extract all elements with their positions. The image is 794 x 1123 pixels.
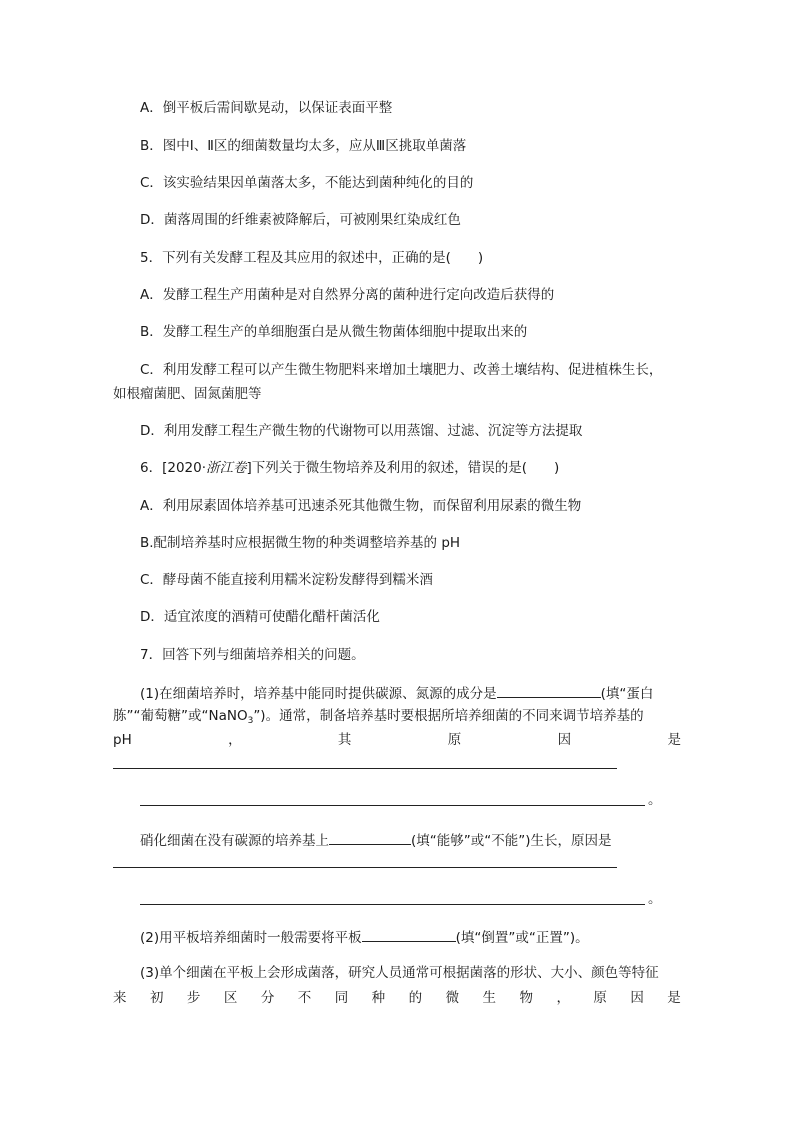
answer-line-4[interactable] <box>140 904 645 905</box>
period: 。 <box>648 792 662 808</box>
q6-stem <box>140 458 559 478</box>
q5-option-d: D．利用发酵工程生产微生物的代谢物可以用蒸馏、过滤、沉淀等方法提取 <box>140 423 583 439</box>
q7-nitrifying-options: (填“能够”或“不能”)生长，原因是 <box>411 833 612 849</box>
answer-line-1[interactable] <box>113 768 617 769</box>
q7-part3-justified-line <box>113 988 681 1008</box>
word: 同 <box>334 990 349 1006</box>
q5-option-a: A．发酵工程生产用菌种是对自然界分离的菌种进行定向改造后获得的 <box>140 287 555 303</box>
q6-option-a: A．利用尿素固体培养基可迅速杀死其他微生物，而保留利用尿素的微生物 <box>140 498 582 514</box>
q5-option-c: C．利用发酵工程可以产生微生物肥料来增加土壤肥力、改善土壤结构、促进植株生长， <box>140 362 663 378</box>
word: 分 <box>260 990 275 1006</box>
q6-stem-text: ]下列关于微生物培养及利用的叙述，错误的是( ) <box>246 460 560 476</box>
q5-option-b: B．发酵工程生产的单细胞蛋白是从微生物菌体细胞中提取出来的 <box>140 324 528 340</box>
q4-option-b: B．图中Ⅰ、Ⅱ区的细菌数量均太多，应从Ⅲ区挑取单菌落 <box>140 138 467 154</box>
word: pH <box>113 732 132 748</box>
q7-part2-line <box>140 926 589 948</box>
q4-option-a: A．倒平板后需间歇晃动，以保证表面平整 <box>140 100 393 116</box>
q5-option-c-continued: 如根瘤菌肥、固氮菌肥等 <box>113 386 262 402</box>
word: 区 <box>223 990 238 1006</box>
q7-part3-line1: (3)单个细菌在平板上会形成菌落，研究人员通常可根据菌落的形状、大小、颜色等特征 <box>140 965 659 981</box>
q7-stem: 7．回答下列与细菌培养相关的问题。 <box>140 647 365 663</box>
q7-part1-options-end: 胨”“葡萄糖”或“NaNO <box>113 708 248 724</box>
answer-blank-1[interactable] <box>497 682 601 698</box>
answer-blank-2[interactable] <box>329 829 411 845</box>
q6-option-d: D．适宜浓度的酒精可使醋化醋杆菌活化 <box>140 609 380 625</box>
q7-nitrifying-text: 硝化细菌在没有碳源的培养基上 <box>140 833 329 849</box>
q6-option-b: B.配制培养基时应根据微生物的种类调整培养基的 pH <box>140 535 461 551</box>
q6-number: 6．[2020· <box>140 460 207 476</box>
q7-part1-justified-line <box>113 730 681 750</box>
word: 原 <box>447 732 462 748</box>
word: 步 <box>186 990 201 1006</box>
word: 原 <box>593 990 607 1006</box>
word: 因 <box>630 990 644 1006</box>
q4-option-c: C．该实验结果因单菌落太多，不能达到菌种纯化的目的 <box>140 175 474 191</box>
q7-part1-line1 <box>140 682 653 704</box>
q7-part1-line2 <box>113 706 644 731</box>
word: 初 <box>149 990 164 1006</box>
word: 是 <box>667 990 681 1006</box>
word: 是 <box>667 732 681 748</box>
q7-nitrifying-line <box>140 829 612 851</box>
answer-line-3[interactable] <box>113 867 617 868</box>
q7-part2-options: (填“倒置”或“正置”)。 <box>455 930 589 946</box>
word: 因 <box>557 732 572 748</box>
word: ， <box>228 732 242 748</box>
word: 其 <box>337 732 352 748</box>
word: 不 <box>297 990 312 1006</box>
q7-part1-options-start: (填“蛋白 <box>600 686 654 702</box>
period: 。 <box>648 891 662 907</box>
word: ， <box>556 990 570 1006</box>
answer-line-2[interactable] <box>140 805 645 806</box>
q6-option-c: C．酵母菌不能直接利用糯米淀粉发酵得到糯米酒 <box>140 572 433 588</box>
subscript: 3 <box>247 716 254 726</box>
word: 生 <box>482 990 497 1006</box>
q7-part2-text: (2)用平板培养细菌时一般需要将平板 <box>140 930 362 946</box>
q4-option-d: D．菌落周围的纤维素被降解后，可被刚果红染成红色 <box>140 212 461 228</box>
q7-part1-text: (1)在细菌培养时，培养基中能同时提供碳源、氮源的成分是 <box>140 686 497 702</box>
q6-source: 浙江卷 <box>206 460 247 476</box>
q7-part1-text-2: ”)。通常，制备培养基时要根据所培养细菌的不同来调节培养基的 <box>253 708 644 724</box>
word: 种 <box>371 990 386 1006</box>
q5-stem: 5．下列有关发酵工程及其应用的叙述中，正确的是( ) <box>140 250 484 266</box>
word: 微 <box>445 990 460 1006</box>
word: 来 <box>113 990 127 1006</box>
answer-blank-3[interactable] <box>362 926 456 942</box>
word: 物 <box>519 990 533 1006</box>
word: 的 <box>408 990 423 1006</box>
